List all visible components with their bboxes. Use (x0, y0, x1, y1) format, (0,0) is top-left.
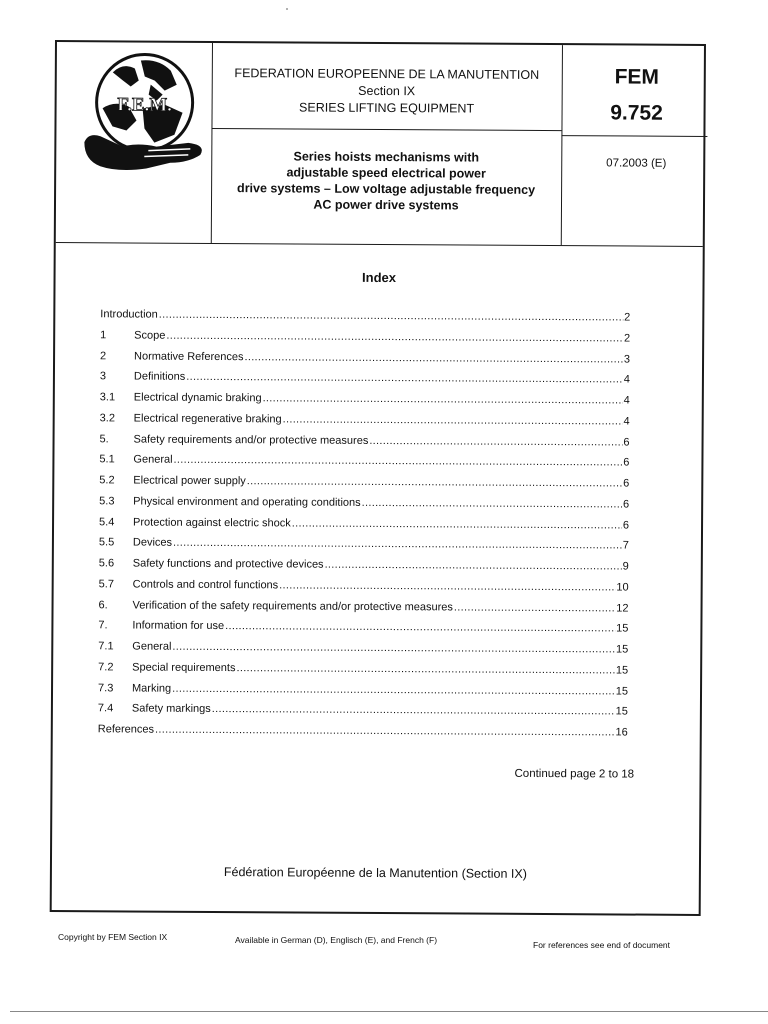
toc-leader-dots (362, 497, 622, 511)
toc-leader-dots (454, 601, 615, 614)
toc-leader-dots (186, 371, 623, 386)
toc-entry-page: 4 (623, 373, 630, 386)
fem-label: FEM (614, 65, 660, 89)
toc-entry-title: Safety functions and protective devices (132, 557, 324, 571)
toc-entry-title: Introduction (100, 308, 158, 321)
references-note: For references see end of document (533, 940, 671, 950)
toc-entry-page: 9 (622, 560, 629, 573)
toc-entry-title: References (97, 723, 155, 736)
title-line: adjustable speed electrical power (286, 165, 486, 181)
document-title (216, 148, 556, 214)
toc-leader-dots (155, 724, 615, 739)
toc-entry-number: 7. (98, 619, 108, 632)
fem-number: 9.752 (610, 101, 663, 125)
toc-entry-page: 4 (623, 394, 630, 407)
toc-entry-page: 15 (615, 684, 629, 698)
scan-speck (286, 8, 288, 10)
toc-entry-page: 6 (623, 456, 630, 469)
toc-entry-number: 7.3 (98, 681, 114, 694)
toc-entry-number: 6. (98, 598, 108, 611)
toc-leader-dots (369, 434, 622, 448)
toc-leader-dots (292, 517, 622, 531)
toc-entry-number: 7.2 (98, 661, 114, 674)
toc-entry-number: 5.4 (99, 515, 115, 528)
toc-entry-number: 5.3 (99, 495, 115, 508)
org-series: SERIES LIFTING EQUIPMENT (299, 100, 475, 116)
toc-entry-page: 12 (616, 601, 629, 615)
toc-entry-page: 6 (623, 435, 630, 449)
toc-entry-title: Verification of the safety requirements and/or protective measures (132, 598, 453, 613)
toc-entry-number: 5.1 (99, 453, 115, 466)
toc-entry-title: Information for use (132, 619, 225, 633)
toc-entry-page: 3 (623, 352, 631, 366)
toc-entry-number: 7.1 (98, 640, 114, 653)
org-section: Section IX (358, 83, 416, 99)
toc-entry-page: 15 (616, 622, 629, 635)
toc-leader-dots (236, 662, 614, 676)
header-divider-code (561, 135, 707, 137)
toc-entry-title: Scope (134, 329, 166, 342)
toc-entry-title: Controls and control functions (132, 578, 279, 592)
toc-leader-dots (174, 454, 623, 469)
toc-leader-dots (225, 620, 615, 634)
toc-entry-number: 3.2 (99, 412, 116, 425)
toc-entry-page: 6 (623, 498, 630, 511)
index-title: Index (362, 269, 397, 286)
toc-entry-title: Electrical regenerative braking (133, 412, 282, 426)
document-frame (50, 40, 706, 916)
toc-entry-page: 10 (616, 581, 629, 594)
header-divider-middle (211, 128, 561, 131)
toc-entry-title: General (132, 640, 172, 653)
toc-entry-number: 5.6 (98, 557, 115, 570)
toc-entry-number: 3.1 (99, 391, 116, 404)
toc-leader-dots (283, 413, 623, 427)
toc-entry-number: 5. (99, 432, 109, 445)
toc-entry-title: Normative References (134, 349, 244, 363)
organization-header (217, 65, 557, 118)
toc-leader-dots (172, 682, 615, 697)
toc-leader-dots (173, 537, 622, 552)
toc-leader-dots (166, 329, 623, 344)
toc-leader-dots (247, 475, 622, 489)
org-name: FEDERATION EUROPEENNE DE LA MANUTENTION (234, 66, 540, 82)
continued-note: Continued page 2 to 18 (514, 767, 635, 781)
logo-text: F.E.M. (117, 94, 173, 116)
toc-entry-title: Electrical dynamic braking (133, 391, 262, 405)
toc-entry-title: Special requirements (132, 661, 236, 674)
toc-entry-page: 7 (622, 539, 629, 552)
fem-code (561, 59, 711, 132)
toc-leader-dots (212, 703, 615, 717)
copyright-note: Copyright by FEM Section IX (58, 932, 168, 942)
title-line: drive systems – Low voltage adjustable frequency (237, 181, 536, 197)
title-line: AC power drive systems (313, 197, 459, 213)
toc-entry-page: 2 (624, 311, 631, 324)
toc-entry-title: Safety markings (131, 702, 211, 716)
toc-entry-page: 2 (624, 332, 631, 345)
toc-entry-page: 15 (615, 705, 628, 718)
toc-entry-page: 15 (616, 643, 629, 656)
toc-entry-page: 6 (622, 518, 630, 532)
header-bottom-line (56, 242, 703, 247)
table-of-contents (98, 308, 631, 747)
toc-entry-page: 16 (615, 726, 628, 739)
toc-leader-dots (279, 579, 615, 593)
toc-entry-number: 2 (100, 349, 107, 362)
document-date: 07.2003 (E) (606, 157, 667, 170)
scan-edge-line (10, 1011, 768, 1012)
toc-leader-dots (263, 392, 623, 406)
toc-entry-title: Safety requirements and/or protective measures (133, 432, 369, 447)
toc-entry-number: 7.4 (97, 702, 114, 715)
title-line: Series hoists mechanisms with (293, 149, 480, 165)
toc-entry-title: Definitions (133, 370, 186, 384)
toc-entry-page: 6 (623, 477, 630, 490)
toc-entry-title: Physical environment and operating conditions (133, 495, 361, 509)
fem-globe-hand-logo (78, 50, 209, 176)
toc-entry-number: 5.7 (98, 578, 115, 591)
toc-leader-dots (159, 309, 623, 324)
toc-entry (98, 723, 628, 747)
toc-entry-number: 5.5 (98, 536, 115, 549)
toc-leader-dots (244, 351, 623, 365)
toc-entry-title: Electrical power supply (133, 474, 246, 488)
toc-leader-dots (325, 559, 622, 573)
toc-entry-title: Marking (132, 681, 172, 695)
toc-entry-number: 1 (100, 329, 107, 342)
toc-entry-number: 5.2 (99, 474, 115, 487)
header-divider-left (211, 43, 213, 243)
toc-entry-page: 15 (615, 664, 629, 677)
toc-entry-title: General (133, 453, 173, 466)
toc-entry-title: Devices (132, 536, 173, 549)
languages-note: Available in German (D), Englisch (E), and French (F) (235, 935, 438, 945)
federation-name: Fédération Européenne de la Manutention (Section IX) (223, 865, 527, 881)
toc-entry-number: 3 (99, 370, 107, 383)
toc-entry-title: Protection against electric shock (133, 515, 291, 529)
toc-entry-page: 4 (623, 415, 630, 428)
toc-leader-dots (172, 641, 615, 656)
